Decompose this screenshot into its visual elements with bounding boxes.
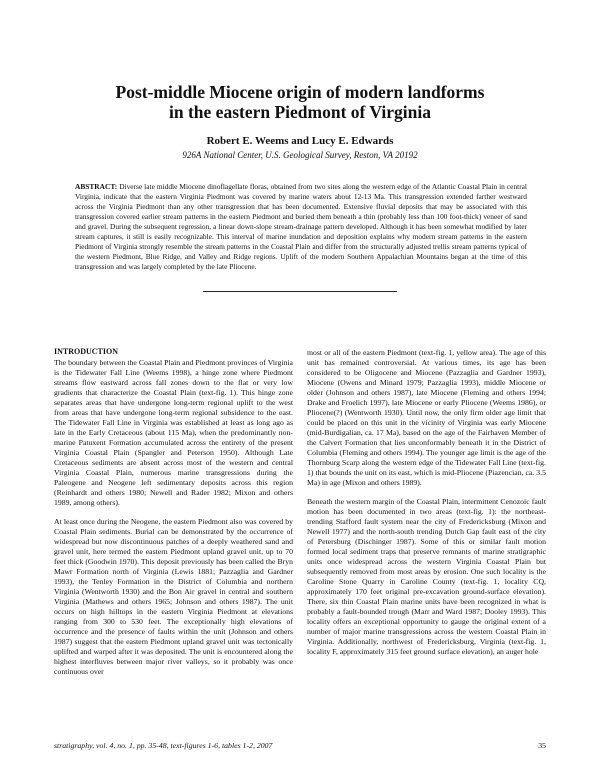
right-column [307,348,546,657]
left-paragraph-1: The boundary between the Coastal Plain and Piedmont provinces of Virginia is the Tidewater Fall Line (Weems 1998), a hinge zone where Piedmont streams flow eastward across fall zones down to the flat or very low gradients that characterize the Coastal Plain (text-fig. 1). This hinge zone separates areas that have undergone long-term regional uplift to the west from areas that have undergone long-term regional subsidence to the east. The Tidewater Fall Line in Virginia was established at least as long ago as late in the Early Cretaceous (about 115 Ma), when the predominantly non-marine Patuxent Formation accumulated across the entirety of the present Virginia Coastal Plain (Spangler and Peterson 1950). Although Late Cretaceous sediments are absent across most of the western and central Virginia Coastal Plain, numerous marine transgressions during the Paleogene and Neogene left sedimentary deposits across this region (Reinhardt and others 1980; Newell and Rader 1982; Mixon and others 1989, among others). [54,358,293,508]
abstract-label: ABSTRACT: [75,182,118,191]
title-line-2: in the eastern Piedmont of Virginia [169,102,431,122]
left-column [54,347,293,678]
authors: Robert E. Weems and Lucy E. Edwards [206,135,394,147]
article-title [60,82,540,122]
abstract [75,182,527,272]
title-line-1: Post-middle Miocene origin of modern landforms [115,82,485,102]
affiliation: 926A National Center, U.S. Geological Survey, Reston, VA 20192 [182,150,418,160]
abstract-text: Diverse late middle Miocene dinoflagellate floras, obtained from two sites along the western edge of the Atlantic Coastal Plain in central Virginia, indicate that the eastern Virginia Piedmont was covered by marine waters about 12-13 Ma. This transgression extended farther westward across the Virginia Piedmont than any other transgression that has been documented. Extensive fluvial deposits that may be associated with this transgression covered earlier stream patterns in the eastern Piedmont and buried them beneath a thin (probably less than 100 foot-thick) veneer of sand and gravel. During the subsequent regression, a linear down-slope stream-drainage pattern developed. Although it has been somewhat modified by later stream captures, it still is easily recognizable. This interval of marine inundation and deposition explains why modern stream patterns in the eastern Piedmont of Virginia strongly resemble the stream patterns in the Coastal Plain and differ from the structurally adjusted trellis stream patterns typical of the western Piedmont, Blue Ridge, and Valley and Ridge regions. Uplift of the modern Southern Appalachian Mountains began at the time of this transgression and was largely completed by the late Pliocene. [75,182,527,272]
right-paragraph-2: Beneath the western margin of the Coastal Plain, intermittent Cenozoic fault motion has been documented in two areas (text-fig. 1): the northeast-trending Stafford fault system near the city of Fredericksburg (Mixon and Newell 1977) and the north-south trending Dutch Gap fault east of the city of Petersburg (Dischinger 1987). Some of this or similar fault motion formed local sediment traps that preserve remnants of marine stratigraphic units once widespread across the western Virginia Coastal Plain but subsequently removed from most areas by erosion. One such locality is the Caroline Stone Quarry in Caroline County (text-fig. 1, locality CQ, approximately 170 feet original pre-excavation ground-surface elevation). There, six thin Coastal Plain marine units have been recognized in what is probably a fault-bounded trough (Marr and Ward 1987; Dooley 1993). This locality offers an exceptional opportunity to gauge the original extent of a number of major marine transgressions across the western Coastal Plain in Virginia. Additionally, northwest of Fredericksburg, Virginia (text-fig. 1, locality F, approximately 315 feet ground surface elevation), an auger hole [307,497,546,657]
page-number: 35 [538,741,546,750]
left-paragraph-2: At least once during the Neogene, the eastern Piedmont also was covered by Coastal Plain sediments. Burial can be demonstrated by the occurrence of widespread but now discontinuous patches of a deeply weathered sand and gravel unit, here termed the eastern Piedmont upland gravel unit, up to 70 feet thick (Goodwin 1970). This deposit previously has been called the Bryn Mawr Formation north of Virginia (Lewis 1881; Pazzaglia and Gardner 1993), the Tenley Formation in the District of Columbia and northern Virginia (Wentworth 1930) and the Bon Air gravel in central and southern Virginia (Mathews and others 1965; Johnson and others 1987). The unit occurs on high hilltops in the eastern Virginia Piedmont at elevations ranging from 300 to 530 feet. The exceptionally high elevations of occurrence and the presence of faults within the unit (Johnson and others 1987) suggest that the eastern Piedmont upland gravel unit was tectonically uplifted and warped after it was deposited. The unit is encountered along the highest interfluves between major river valleys, so it probably was once continuous over [54,517,293,677]
right-paragraph-1: most or all of the eastern Piedmont (text-fig. 1, yellow area). The age of this unit has remained controversial. At various times, its age has been considered to be Oligocene and Miocene (Pazzaglia and Gardner 1993), Miocene (Owens and Minard 1979; Pazzaglia 1993), middle Miocene or older (Johnson and others 1987), late Miocene (Fleming and others 1994; Drake and Froelich 1997), late Miocene or early Pliocene (Weems 1986), or Pliocene(?) (Wentworth 1930). Until now, the only firm older age limit that could be placed on this unit in the vicinity of Virginia was early Miocene (mid-Burdigalian, ca. 17 Ma), based on the age of the Fairhaven Member of the Calvert Formation that lies unconformably beneath it in the District of Columbia (Fleming and others 1994). The younger age limit is the age of the Thornburg Scarp along the western edge of the Tidewater Fall Line (text-fig. 1) that bounds the unit on its east, which is mid-Pliocene (Piazencian, ca. 3.5 Ma) in age (Mixon and others 1989). [307,348,546,488]
divider-rule [203,291,397,292]
section-heading: INTRODUCTION [54,347,119,356]
footer-citation: stratigraphy, vol. 4, no. 1, pp. 35-48, text-figures 1-6, tables 1-2, 2007 [54,741,273,750]
